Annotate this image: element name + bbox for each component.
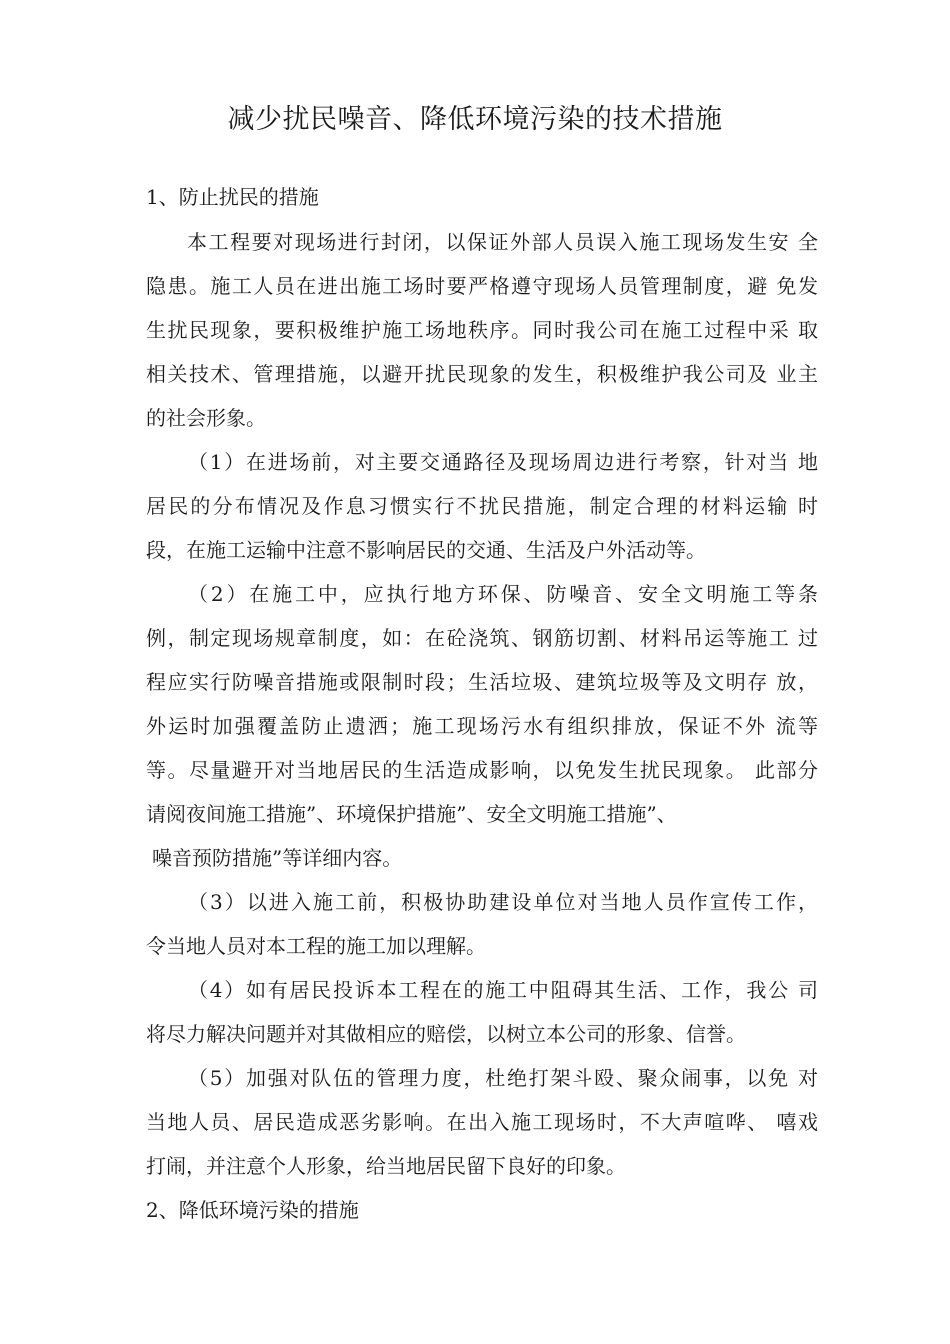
section-heading-1: 1、防止扰民的措施: [146, 185, 319, 209]
paragraph-line: 噪音预防措施”等详细内容。: [152, 846, 403, 870]
document-title: 减少扰民噪音、降低环境污染的技术措施: [227, 104, 723, 135]
paragraph-line: （2）在施工中，应执行地方环保、防噪音、安全文明施工等条: [188, 582, 818, 606]
paragraph-line: （3）以进入施工前，积极协助建设单位对当地人员作宣传工作，: [188, 890, 818, 914]
paragraph-line: 将尽力解决问题并对其做相应的赔偿，以树立本公司的形象、信誉。: [146, 1022, 746, 1046]
paragraph-line: 打闹，并注意个人形象，给当地居民留下良好的印象。: [146, 1154, 626, 1178]
paragraph-line: 等。尽量避开对当地居民的生活造成影响，以免发生扰民现象。 此部分: [146, 758, 818, 782]
paragraph-line: 段，在施工运输中注意不影响居民的交通、生活及户外活动等。: [146, 538, 706, 562]
paragraph-line: 相关技术、管理措施，以避开扰民现象的发生，积极维护我公司及 业主: [146, 362, 818, 386]
paragraph-line: 隐患。施工人员在进出施工场时要严格遵守现场人员管理制度，避 免发: [146, 274, 818, 298]
paragraph-line: 生扰民现象，要积极维护施工场地秩序。同时我公司在施工过程中采 取: [146, 318, 818, 342]
paragraph-line: 居民的分布情况及作息习惯实行不扰民措施，制定合理的材料运输 时: [146, 494, 818, 518]
paragraph-line: （5）加强对队伍的管理力度，杜绝打架斗殴、聚众闹事，以免 对: [188, 1066, 818, 1090]
paragraph-line: 例，制定现场规章制度，如：在砼浇筑、钢筋切割、材料吊运等施工 过: [146, 626, 818, 650]
paragraph-line: 当地人员、居民造成恶劣影响。在出入施工现场时，不大声喧哗、 嘻戏: [146, 1110, 818, 1134]
paragraph-line: 程应实行防噪音措施或限制时段；生活垃圾、建筑垃圾等及文明存 放，: [146, 670, 818, 694]
paragraph-line: 请阅夜间施工措施”、环境保护措施”、安全文明施工措施”、: [146, 802, 677, 826]
section-heading-2: 2、降低环境污染的措施: [146, 1198, 359, 1222]
paragraph-line: （4）如有居民投诉本工程在的施工中阻碍其生活、工作，我公 司: [188, 978, 818, 1002]
paragraph-line: 本工程要对现场进行封闭，以保证外部人员误入施工现场发生安 全: [187, 230, 818, 254]
paragraph-line: （1）在进场前，对主要交通路径及现场周边进行考察，针对当 地: [188, 450, 818, 474]
paragraph-line: 令当地人员对本工程的施工加以理解。: [146, 934, 486, 958]
paragraph-line: 的社会形象。: [146, 406, 266, 430]
paragraph-line: 外运时加强覆盖防止遗洒；施工现场污水有组织排放，保证不外 流等: [146, 714, 818, 738]
